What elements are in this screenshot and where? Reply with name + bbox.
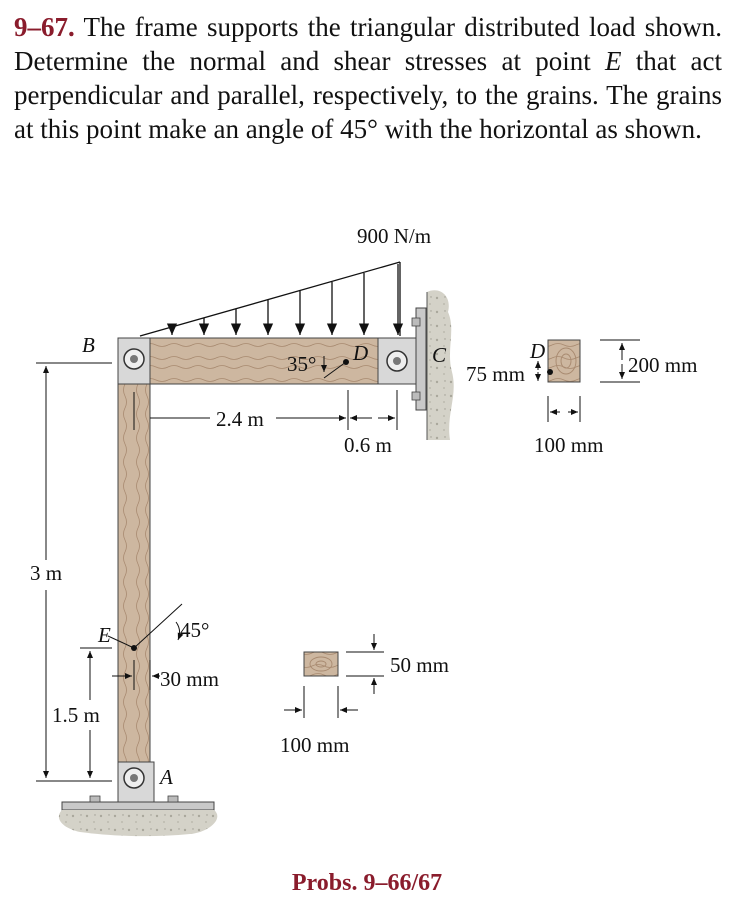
problem-point-variable: E: [605, 46, 622, 76]
load-intensity-label: 900 N/m: [357, 224, 432, 248]
problem-number: 9–67.: [14, 12, 75, 42]
section-d-100-label: 100 mm: [534, 433, 604, 457]
label-c: C: [432, 343, 447, 367]
dim-3m-label: 3 m: [30, 561, 63, 585]
label-d: D: [353, 341, 369, 365]
problem-text-part-1: The frame supports the triangular distributed load shown. Determine the normal and shear stresses at point: [14, 12, 722, 76]
label-b: B: [82, 333, 95, 357]
section-col-100-label: 100 mm: [280, 733, 350, 757]
dim-2-4-label: 2.4 m: [216, 407, 264, 431]
distributed-load: [140, 224, 431, 336]
figure-caption: Probs. 9–66/67: [291, 870, 443, 896]
problem-text-part-2: that act perpendicular and parallel, respectively, to the grains. The grains at this point make an angle of 45° with the horizontal as shown.: [14, 46, 722, 144]
dim-0-6-label: 0.6 m: [344, 433, 392, 457]
dim-30mm-label: 30 mm: [160, 667, 219, 691]
pin-a: [59, 762, 217, 836]
pin-c: [378, 338, 416, 384]
label-a: A: [160, 765, 173, 789]
pin-b: [118, 338, 150, 384]
label-e: E: [98, 623, 111, 647]
section-column: [284, 634, 384, 718]
section-d-label: D: [530, 339, 546, 363]
section-d-75-label: 75 mm: [466, 362, 525, 386]
beam-bc: [118, 338, 380, 384]
dim-1-5-label: 1.5 m: [52, 703, 100, 727]
column-ab: [118, 384, 150, 762]
section-col-50-label: 50 mm: [390, 653, 449, 677]
angle-35-label: 35°: [287, 352, 317, 376]
section-d-200-label: 200 mm: [628, 353, 698, 377]
dimension-beam: [134, 390, 397, 430]
angle-45-label: 45°: [180, 618, 210, 642]
section-d: [538, 340, 640, 422]
